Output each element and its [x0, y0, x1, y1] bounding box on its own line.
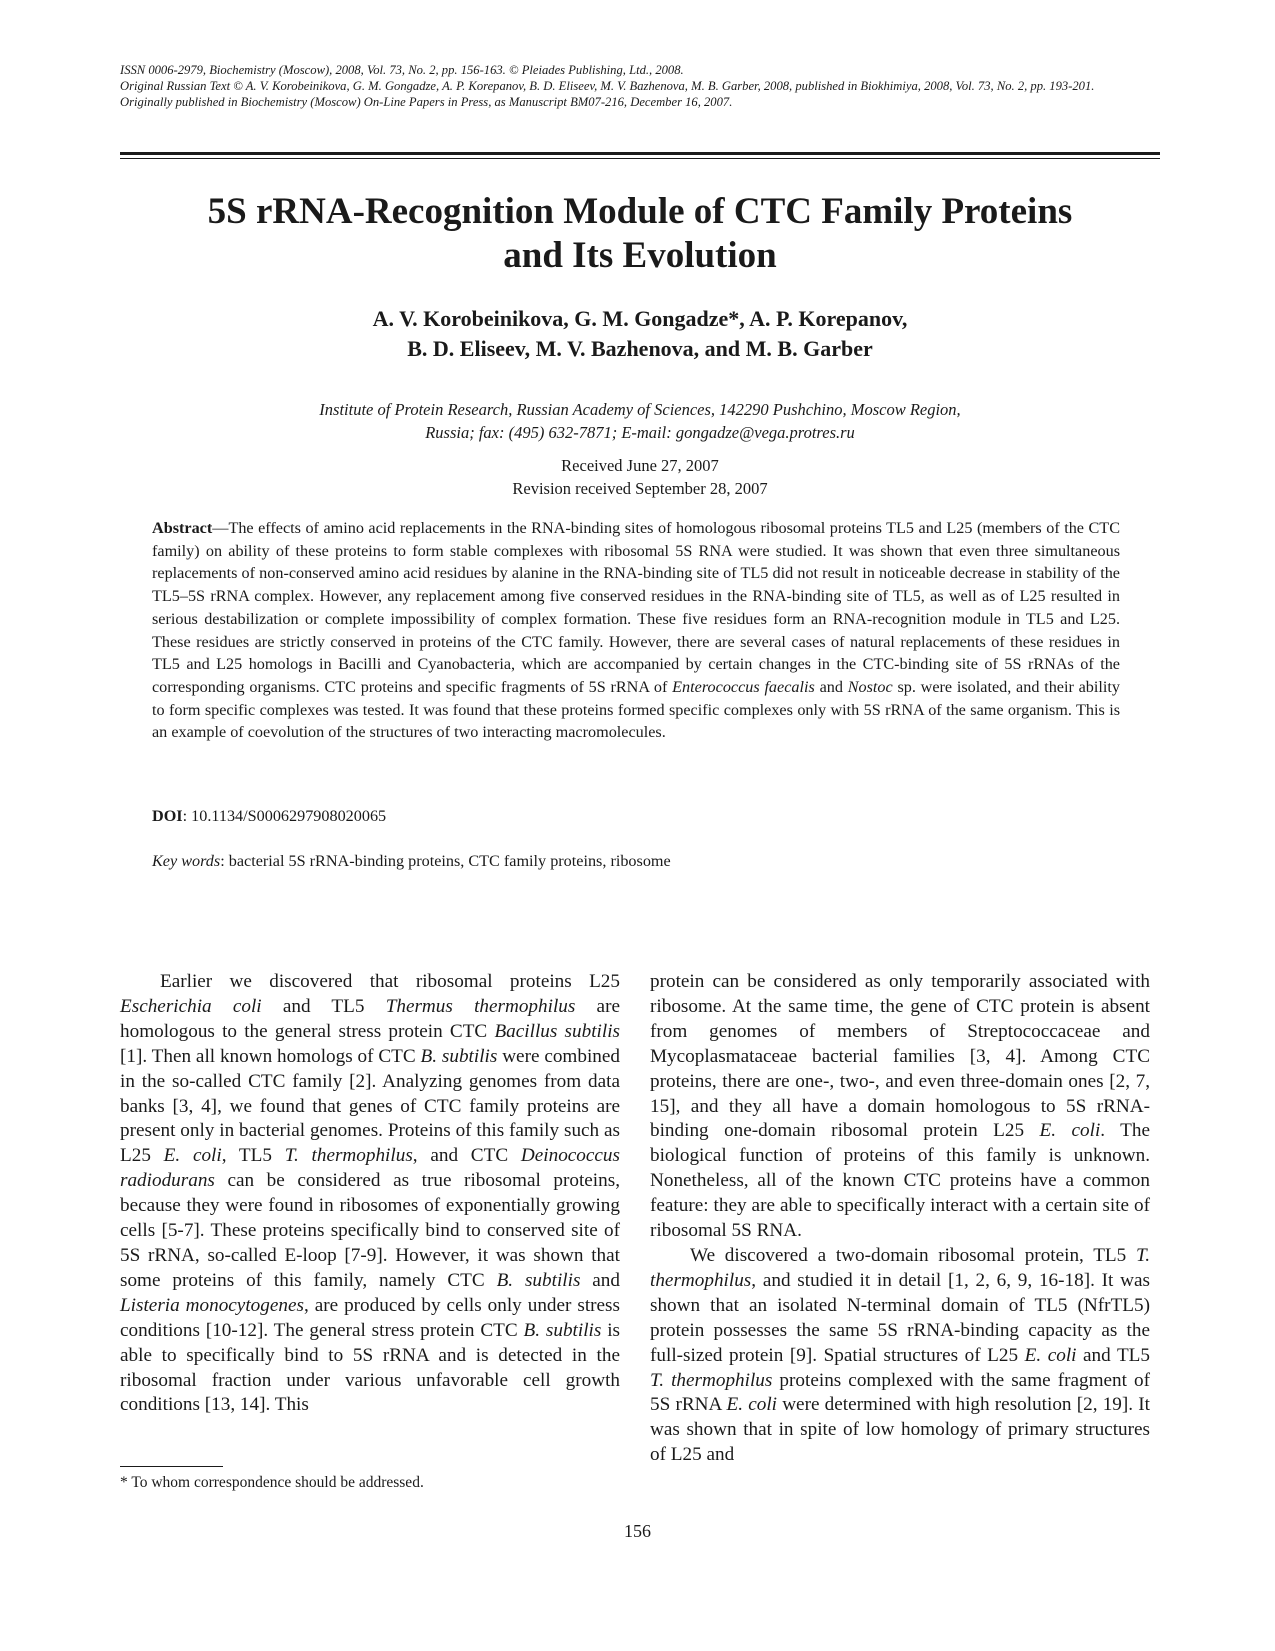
abstract-text: sp. were isolated, and their ability to form specific complexes was tested. It was found that these proteins formed specific complexes only with 5S rRNA of the same organism. This is an example of coevolution of the structures of two interacting macromolecules. [152, 677, 1120, 742]
text-run: is able to specifically bind to 5S rRNA and is detected in the ribosomal fraction under various unfavorable cell growth conditions [13, 14]. This [120, 1319, 620, 1416]
abstract-label: Abstract [152, 519, 213, 537]
paragraph [120, 970, 620, 1418]
page-number: 156 [624, 1521, 651, 1541]
doi-value: : 10.1134/S0006297908020065 [182, 807, 387, 825]
abstract-text: —The effects of amino acid replacements in the RNA-binding sites of homologous ribosomal proteins TL5 and L25 (members of the CTC family) on ability of these proteins to form stable complexes with ribosomal 5S RNA were studied. It was shown that even three simultaneous replacements of non-conserved amino acid residues by alanine in the RNA-binding site of TL5 did not result in noticeable decrease in stability of the TL5–5S rRNA complex. However, any replacement among five conserved residues in the RNA-binding site of TL5, as well as of L25 resulted in serious destabilization or complete impossibility of complex formation. These five residues form an RNA-recognition module in TL5 and L25. These residues are strictly conserved in proteins of the CTC family. However, there are several cases of natural replacements of these residues in TL5 and L25 homologs in Bacilli and Cyanobacteria, which are accompanied by certain changes in the CTC-binding site of 5S rRNAs of the corresponding organisms. CTC proteins and specific fragments of 5S rRNA of [152, 519, 1120, 696]
text-run: are homologous to the general stress protein CTC [120, 995, 620, 1042]
authors-line-2: B. D. Eliseev, M. V. Bazhenova, and M. B. Garber [407, 336, 873, 361]
text-run: protein can be considered as only temporarily associated with ribosome. At the same time, the gene of CTC protein is absent from genomes of members of Streptococcaceae and Mycoplasmataceae bacterial families [3, 4]. Among CTC proteins, there are one-, two-, and even three-domain ones [2, 7, 15], and they all have a domain homologous to 5S rRNA-binding one-domain ribosomal protein L25 [650, 971, 1150, 1142]
text-run: Earlier we discovered that ribosomal proteins L25 [160, 971, 620, 992]
paragraph [650, 970, 1150, 1244]
species-name: B. subtilis [523, 1319, 602, 1341]
text-run: , TL5 [221, 1145, 285, 1167]
journal-header [120, 62, 1160, 110]
text-run: and [580, 1269, 620, 1291]
text-run: proteins complexed with the same fragment of 5S rRNA [650, 1369, 1150, 1416]
species-name: T. thermophilus [284, 1145, 413, 1167]
species-name: Deinococcus radiodurans [120, 1145, 620, 1192]
body-column-left [120, 970, 620, 1418]
abstract-species: Nostoc [847, 677, 893, 696]
text-run: , are produced by cells only under stress conditions [10-12]. The general stress protein CTC [120, 1294, 620, 1341]
text-run: and TL5 [1076, 1344, 1150, 1366]
species-name: Bacillus subtilis [494, 1020, 620, 1042]
header-rule-thin [120, 158, 1160, 159]
species-name: E. coli [163, 1145, 222, 1167]
text-run: [1]. Then all known homologs of CTC [120, 1045, 421, 1067]
header-line-issn: ISSN 0006-2979, Biochemistry (Moscow), 2008, Vol. 73, No. 2, pp. 156-163. © Pleiades Publishing, Ltd., 2008. [120, 63, 684, 77]
abstract-text: and [814, 677, 848, 696]
title-line-1: 5S rRNA-Recognition Module of CTC Family Proteins [207, 191, 1073, 232]
species-name: E. coli [1024, 1344, 1077, 1366]
affiliation-line-2: Russia; fax: (495) 632-7871; E-mail: gongadze@vega.protres.ru [425, 423, 855, 442]
abstract [152, 517, 1120, 744]
keywords-label: Key words [152, 852, 221, 870]
affiliation-line-1: Institute of Protein Research, Russian Academy of Sciences, 142290 Pushchino, Moscow Region, [319, 400, 961, 419]
header-rule-thick [120, 152, 1160, 155]
species-name: B. subtilis [420, 1045, 498, 1067]
text-run: , and studied it in detail [1, 2, 6, 9, 16-18]. It was shown that an isolated N-terminal domain of TL5 (NfrTL5) protein possesses the same 5S rRNA-binding capacity as the full-sized protein [9]. Spatial structures of L25 [650, 1269, 1150, 1366]
species-name: T. thermophilus [650, 1244, 1150, 1291]
species-name: T. thermophilus [650, 1369, 773, 1391]
revision-date: Revision received September 28, 2007 [512, 479, 768, 498]
keywords-value: : bacterial 5S rRNA-binding proteins, CTC family proteins, ribosome [220, 852, 671, 870]
keywords [152, 850, 671, 872]
species-name: Escherichia coli [120, 995, 262, 1017]
text-run: and TL5 [261, 995, 386, 1017]
footnote: * To whom correspondence should be addressed. [120, 1474, 424, 1491]
body-column-right [650, 970, 1150, 1468]
title-line-2: and Its Evolution [503, 235, 777, 276]
authors-line-1: A. V. Korobeinikova, G. M. Gongadze*, A. P. Korepanov, [372, 306, 908, 331]
header-line-original: Original Russian Text © A. V. Korobeinikova, G. M. Gongadze, A. P. Korepanov, B. D. Eliseev, M. V. Bazhenova, M. B. Garber, 2008, published in Biokhimiya, 2008, Vol. 73, No. 2, pp. 193-201. [120, 79, 1095, 93]
species-name: Listeria monocytogenes [120, 1294, 304, 1316]
received-dates [120, 454, 1160, 500]
species-name: E. coli [1039, 1120, 1101, 1142]
species-name: Thermus thermophilus [385, 995, 576, 1017]
text-run: were combined in the so-called CTC family [2]. Analyzing genomes from data banks [3, 4], we found that genes of CTC family proteins are present only in bacterial genomes. Proteins of this family such as L25 [120, 1045, 620, 1167]
text-run: . The biological function of proteins of this family is unknown. Nonetheless, all of the known CTC proteins have a common feature: they are able to specifically interact with a certain site of ribosomal 5S RNA. [650, 1120, 1151, 1242]
author-list [120, 304, 1160, 364]
affiliation [120, 398, 1160, 444]
species-name: E. coli [726, 1394, 777, 1416]
text-run: We discovered a two-domain ribosomal protein, TL5 [690, 1244, 1136, 1266]
species-name: B. subtilis [496, 1269, 581, 1291]
received-date: Received June 27, 2007 [561, 456, 719, 475]
article-title [120, 190, 1160, 278]
text-run: were determined with high resolution [2, 19]. It was shown that in spite of low homology of primary structures of L25 and [650, 1394, 1150, 1466]
abstract-species: Enterococcus faecalis [672, 677, 815, 696]
footnote-rule [120, 1466, 223, 1467]
header-line-online: Originally published in Biochemistry (Moscow) On-Line Papers in Press, as Manuscript BM07-216, December 16, 2007. [120, 95, 733, 109]
text-run: , and CTC [412, 1145, 521, 1167]
text-run: can be considered as true ribosomal proteins, because they were found in ribosomes of exponentially growing cells [5-7]. These proteins specifically bind to conserved site of 5S rRNA, so-called E-loop [7-9]. However, it was shown that some proteins of this family, namely CTC [120, 1170, 620, 1291]
paragraph [650, 1244, 1150, 1468]
doi [152, 805, 386, 827]
doi-label: DOI [152, 807, 183, 825]
